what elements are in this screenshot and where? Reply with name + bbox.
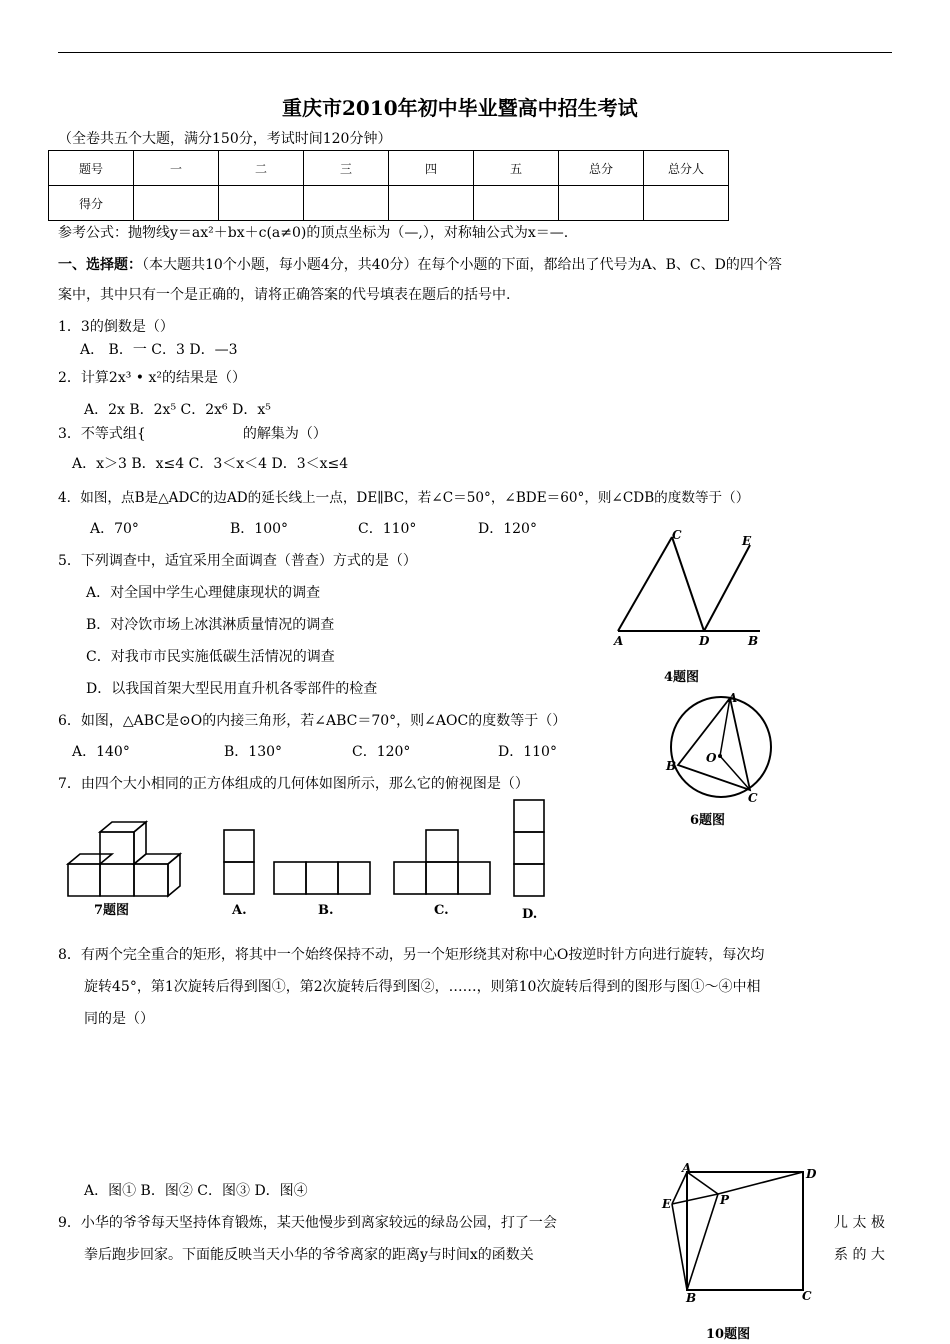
label-e: E [662,1197,672,1211]
label-o: O [706,751,717,765]
q9-line1-b: 儿 太 极 [834,1215,885,1231]
q8-line1: 8．有两个完全重合的矩形，将其中一个始终保持不动，另一个矩形绕其对称中心O按逆时针方向进行旋转，每次均 [58,947,765,963]
option-b-view [274,862,370,894]
q5-option-c: C．对我市市民实施低碳生活情况的调查 [86,649,335,665]
q4-option-b: B．100° [230,521,289,537]
q3-stem-b: 的解集为（） [242,426,327,442]
q3-options: A．x＞3 B．x≤4 C．3＜x＜4 D．3＜x≤4 [72,456,349,472]
score-input[interactable] [219,186,304,221]
option-d-label: D. [522,907,538,922]
section1-line1 [58,254,782,274]
score-table [48,150,729,221]
q6-option-b: B．130° [224,744,283,760]
line-oa [720,698,730,756]
cell-header: 总分 [559,151,644,186]
label-c: C [802,1289,812,1303]
reference-formula: 参考公式：抛物线y＝ax²＋bx＋c(a≠0)的顶点坐标为（—,），对称轴公式为x＝—. [58,225,569,241]
q3-stem-a: 3．不等式组 [58,426,137,442]
cube-solid [68,822,180,896]
cell-header: 二 [219,151,304,186]
label-d: D [699,634,710,648]
q5-option-b: B．对冷饮市场上冰淇淋质量情况的调查 [86,617,335,633]
triangle-abc [678,698,750,790]
section1-instructions: （本大题共10个小题，每小题4分，共40分）在每个小题的下面，都给出了代号为A、B、C、D的四个答 [142,257,782,273]
figure-6 [664,690,784,830]
label-b: B [666,759,677,773]
score-table-header-row [49,151,729,186]
label-b: B [748,634,759,648]
q3-inequality-system: { [136,426,146,442]
q4-stem: 4．如图，点B是△ADC的边AD的延长线上一点，DE∥BC，若∠C＝50°，∠BDE＝60°，则∠CDB的度数等于（） [58,490,750,506]
q5-stem: 5．下列调查中，适宜采用全面调查（普查）方式的是（） [58,553,417,569]
q6-option-a: A．140° [72,744,130,760]
cell-header: 题号 [49,151,134,186]
q5-option-d: D．以我国首架大型民用直升机各零部件的检查 [86,681,378,697]
q1-options: A． B．一 C．3 D．—3 [80,342,238,358]
cell-header: 总分人 [644,151,729,186]
section1-line2: 案中，其中只有一个是正确的，请将正确答案的代号填表在题后的括号中. [58,287,511,303]
cell-header: 一 [134,151,219,186]
q5-option-a: A．对全国中学生心理健康现状的调查 [86,585,321,601]
label-c: C [672,528,682,542]
label-a: A [682,1161,692,1175]
top-rule [58,52,892,53]
score-table-score-row [49,186,729,221]
line-ac [618,537,672,631]
q6-option-c: C．120° [352,744,411,760]
q8-line3: 同的是（） [84,1011,154,1027]
q4-option-a: A．70° [90,521,139,537]
page-title: 重庆市2010年初中毕业暨高中招生考试 [282,96,638,120]
label-d: D [806,1167,817,1181]
q2-options: A．2x B．2x⁵ C．2x⁶ D．x⁵ [84,402,271,418]
q8-options: A．图① B．图② C．图③ D．图④ [84,1183,308,1199]
q4-option-c: C．110° [358,521,417,537]
q8-line2: 旋转45°，第1次旋转后得到图①，第2次旋转后得到图②，……，则第10次旋转后得到的图形与图①～④中相 [84,979,761,995]
score-input[interactable] [134,186,219,221]
square-abcd [687,1172,803,1290]
q1-stem: 1．3的倒数是（） [58,319,174,335]
cell-header: 五 [474,151,559,186]
line-cd [672,537,704,631]
label-e: E [742,534,752,548]
option-b-label: B. [318,903,334,918]
exam-subtitle: （全卷共五个大题，满分150分，考试时间120分钟） [58,131,392,147]
figure-10 [656,1160,826,1344]
label-b: B [686,1291,697,1305]
figure-10-lines [672,1172,803,1290]
figure-7 [60,798,560,928]
q7-stem: 7．由四个大小相同的正方体组成的几何体如图所示，那么它的俯视图是（） [58,776,529,792]
q9-line1-a: 9．小华的爷爷每天坚持体育锻炼，某天他慢步到离家较远的绿岛公园，打了一会 [58,1215,557,1231]
option-c-view [394,830,490,894]
q6-stem: 6．如图，△ABC是⊙O的内接三角形，若∠ABC＝70°，则∠AOC的度数等于（） [58,713,567,729]
q9-line2-b: 系 的 大 [834,1247,885,1263]
figure-4-caption: 4题图 [664,670,700,685]
q3-stem [58,423,327,443]
label-p: P [720,1193,730,1207]
q2-stem: 2．计算2x³ • x²的结果是（） [58,370,246,386]
score-input[interactable] [559,186,644,221]
option-d-view [514,800,544,896]
option-c-label: C. [434,903,449,918]
line-de [704,545,750,631]
score-input[interactable] [304,186,389,221]
q4-option-d: D．120° [478,521,537,537]
cell-header: 三 [304,151,389,186]
option-a-label: A. [232,903,247,918]
q6-option-d: D．110° [498,744,557,760]
cell-header: 四 [389,151,474,186]
option-a-view [224,830,254,894]
cell-score-label: 得分 [49,186,134,221]
label-a: A [728,691,738,705]
figure-10-caption: 10题图 [706,1327,751,1342]
center-point [718,754,722,758]
score-input[interactable] [474,186,559,221]
score-input[interactable] [644,186,729,221]
label-c: C [748,791,758,805]
section1-heading: 一、选择题： [58,257,142,273]
figure-7-caption: 7题图 [94,903,130,918]
label-a: A [614,634,624,648]
q9-line2-a: 拳后跑步回家。下面能反映当天小华的爷爷离家的距离y与时间x的函数关 [84,1247,534,1263]
figure-4 [610,525,780,695]
figure-6-caption: 6题图 [690,813,726,828]
score-input[interactable] [389,186,474,221]
